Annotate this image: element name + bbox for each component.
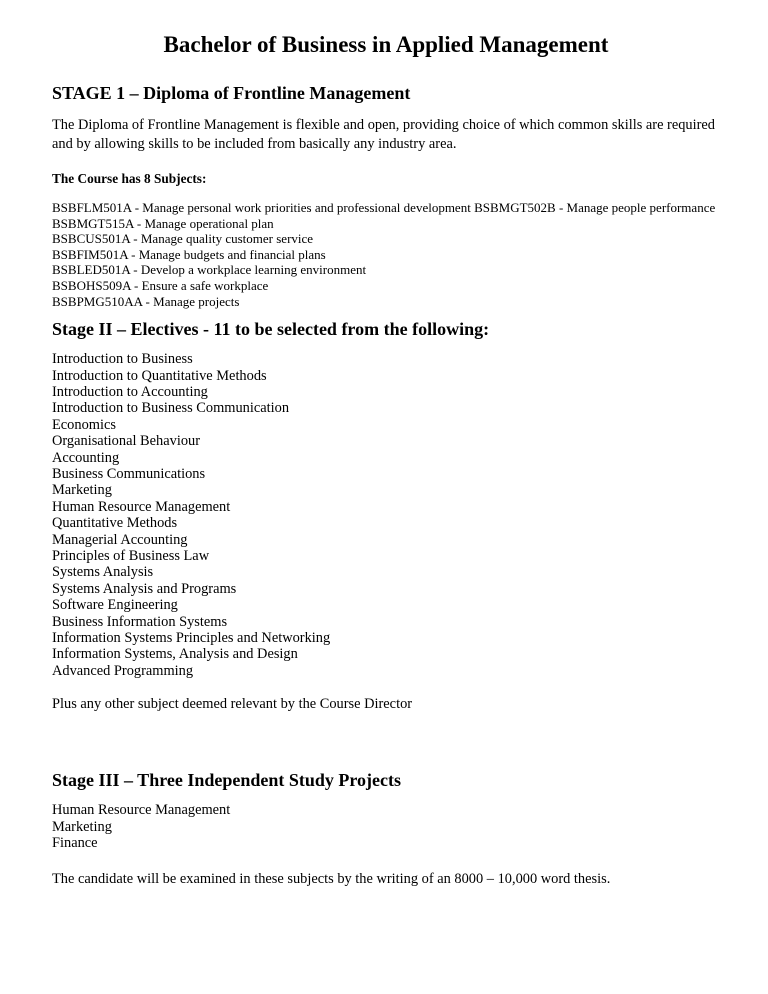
list-item: Human Resource Management xyxy=(52,498,231,515)
projects-list xyxy=(52,802,720,851)
stage-1-intro: The Diploma of Frontline Management is flexible and open, providing choice of which common skills are required and by allowing skills to be included from basically any industry area. xyxy=(52,117,715,152)
list-item: BSBOHS509A - Ensure a safe workplace xyxy=(52,277,269,293)
list-item: Introduction to Quantitative Methods xyxy=(52,367,267,384)
list-item: Information Systems Principles and Networking xyxy=(52,630,331,647)
list-item: Marketing xyxy=(52,818,112,835)
electives-list xyxy=(52,351,720,679)
stage-1-heading: STAGE 1 – Diploma of Frontline Management xyxy=(52,83,411,103)
list-item: Quantitative Methods xyxy=(52,515,178,532)
stage-2-heading: Stage II – Electives - 11 to be selected from the following: xyxy=(52,319,490,340)
list-item: BSBFLM501A - Manage personal work priorities and professional development BSBMGT502B - Manage people performance xyxy=(52,200,716,215)
list-item: BSBPMG510AA - Manage projects xyxy=(52,293,240,309)
list-item: Information Systems, Analysis and Design xyxy=(52,646,298,663)
list-item: Introduction to Business Communication xyxy=(52,400,290,417)
list-item: BSBCUS501A - Manage quality customer service xyxy=(52,231,314,247)
list-item: Human Resource Management xyxy=(52,802,231,819)
list-item: Systems Analysis and Programs xyxy=(52,580,237,597)
document-title: Bachelor of Business in Applied Management xyxy=(163,32,609,57)
list-item: Systems Analysis xyxy=(52,564,154,581)
subjects-heading: The Course has 8 Subjects: xyxy=(52,171,207,186)
document-page xyxy=(52,28,720,889)
stage-3-heading: Stage III – Three Independent Study Projects xyxy=(52,770,402,791)
list-item: Economics xyxy=(52,416,116,433)
list-item: Introduction to Business xyxy=(52,351,193,368)
list-item: Finance xyxy=(52,835,98,852)
subjects-list xyxy=(52,200,720,309)
thesis-note: The candidate will be examined in these subjects by the writing of an 8000 – 10,000 word thesis. xyxy=(52,870,611,887)
list-item: Business Information Systems xyxy=(52,613,228,630)
list-item: Organisational Behaviour xyxy=(52,433,201,450)
list-item: Accounting xyxy=(52,449,120,466)
list-item: Advanced Programming xyxy=(52,662,194,679)
electives-note: Plus any other subject deemed relevant by the Course Director xyxy=(52,696,413,713)
list-item: Introduction to Accounting xyxy=(52,383,208,400)
list-item: Principles of Business Law xyxy=(52,548,210,565)
list-item: Software Engineering xyxy=(52,597,178,614)
list-item: Managerial Accounting xyxy=(52,531,188,548)
list-item: BSBFIM501A - Manage budgets and financial plans xyxy=(52,246,326,262)
list-item: BSBMGT515A - Manage operational plan xyxy=(52,215,274,231)
list-item: Marketing xyxy=(52,482,112,499)
list-item: BSBLED501A - Develop a workplace learning environment xyxy=(52,262,367,278)
list-item: Business Communications xyxy=(52,466,206,482)
